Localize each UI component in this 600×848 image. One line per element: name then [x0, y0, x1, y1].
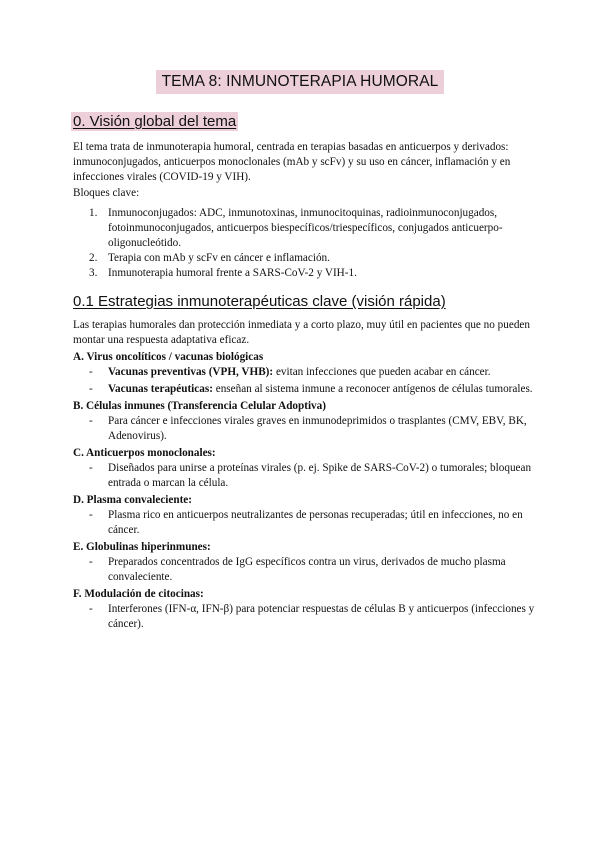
- list-item: [73, 461, 543, 491]
- list-item-text: Interferones (IFN-α, IFN-β) para potenciar respuestas de células B y anticuerpos (infecciones y cáncer).: [108, 603, 535, 630]
- list-item-text: Inmunoterapia humoral frente a SARS-CoV-2 y VIH-1.: [108, 267, 357, 279]
- strategy-items: [73, 461, 543, 491]
- dash-bullet: -: [89, 366, 93, 378]
- strategy-items: [73, 414, 543, 444]
- strategy-group: [73, 587, 543, 632]
- page-title: TEMA 8: INMUNOTERAPIA HUMORAL: [156, 70, 445, 94]
- strategy-group: [73, 399, 543, 444]
- list-item-text: Preparados concentrados de IgG específicos contra un virus, derivados de mucho plasma convaleciente.: [108, 556, 506, 583]
- key-blocks-list: [73, 206, 543, 281]
- list-item: [73, 414, 543, 444]
- list-number: 1.: [89, 207, 98, 219]
- section-0-heading: 0. Visión global del tema: [73, 113, 237, 130]
- list-item: [73, 206, 543, 251]
- list-number: 3.: [89, 267, 98, 279]
- section-01-intro: Las terapias humorales dan protección inmediata y a corto plazo, muy útil en pacientes que no pueden montar una respuesta adaptativa eficaz.: [73, 319, 530, 346]
- list-item-text: enseñan al sistema inmune a reconocer antígenos de células tumorales.: [212, 383, 533, 395]
- dash-bullet: -: [89, 462, 93, 474]
- list-item: [73, 365, 543, 380]
- list-item: [73, 266, 543, 281]
- strategy-group-title: D. Plasma convaleciente:: [73, 494, 192, 506]
- list-item-text: Inmunoconjugados: ADC, inmunotoxinas, inmunocitoquinas, radioinmunoconjugados, fotoinmunoconjugados, anticuerpos biespecíficos/triespecíficos, conjugados anticuerpo-oligonucleótido.: [108, 207, 503, 249]
- list-item: [73, 251, 543, 266]
- dash-bullet: -: [89, 509, 93, 521]
- item-emphasis: Vacunas terapéuticas:: [108, 383, 213, 395]
- list-item-text: Diseñados para unirse a proteínas virales (p. ej. Spike de SARS-CoV-2) o tumorales; bloquean entrada o marcan la célula.: [108, 462, 532, 489]
- blocks-label: Bloques clave:: [73, 187, 140, 199]
- list-item: [73, 555, 543, 585]
- list-item: [73, 508, 543, 538]
- strategy-items: [73, 555, 543, 585]
- list-item-text: Para cáncer e infecciones virales graves en inmunodeprimidos o trasplantes (CMV, EBV, BK, Adenovirus).: [108, 415, 527, 442]
- strategy-group: [73, 540, 543, 585]
- strategy-items: [73, 365, 543, 397]
- strategy-group: [73, 493, 543, 538]
- dash-bullet: -: [89, 603, 93, 615]
- title-wrap: [0, 70, 600, 94]
- section-01-heading: 0.1 Estrategias inmunoterapéuticas clave (visión rápida): [73, 293, 446, 310]
- section-0-intro: El tema trata de inmunoterapia humoral, centrada en terapias basadas en anticuerpos y derivados: inmunoconjugados, anticuerpos monoclonales (mAb y scFv) y su uso en cáncer, inflamación y en infecciones virales (COVID-19 y VIH).: [73, 141, 511, 183]
- item-emphasis: Vacunas preventivas (VPH, VHB):: [108, 366, 274, 378]
- dash-bullet: -: [89, 556, 93, 568]
- strategy-group-title: C. Anticuerpos monoclonales:: [73, 447, 216, 459]
- list-item: [73, 602, 543, 632]
- dash-bullet: -: [89, 383, 93, 395]
- dash-bullet: -: [89, 415, 93, 427]
- strategy-items: [73, 602, 543, 632]
- list-number: 2.: [89, 252, 98, 264]
- strategy-group-title: B. Células inmunes (Transferencia Celular Adoptiva): [73, 400, 326, 412]
- list-item-text: Plasma rico en anticuerpos neutralizantes de personas recuperadas; útil en infecciones, no en cáncer.: [108, 509, 523, 536]
- list-item-text: Terapia con mAb y scFv en cáncer e inflamación.: [108, 252, 330, 264]
- list-item: [73, 382, 543, 397]
- list-item-text: evitan infecciones que pueden acabar en cáncer.: [273, 366, 491, 378]
- strategy-group-title: F. Modulación de citocinas:: [73, 588, 204, 600]
- strategy-group-title: E. Globulinas hiperinmunes:: [73, 541, 211, 553]
- strategy-group: [73, 350, 543, 397]
- strategy-group: [73, 446, 543, 491]
- strategy-group-title: A. Virus oncolíticos / vacunas biológicas: [73, 351, 264, 363]
- strategies-list: [73, 350, 543, 634]
- strategy-items: [73, 508, 543, 538]
